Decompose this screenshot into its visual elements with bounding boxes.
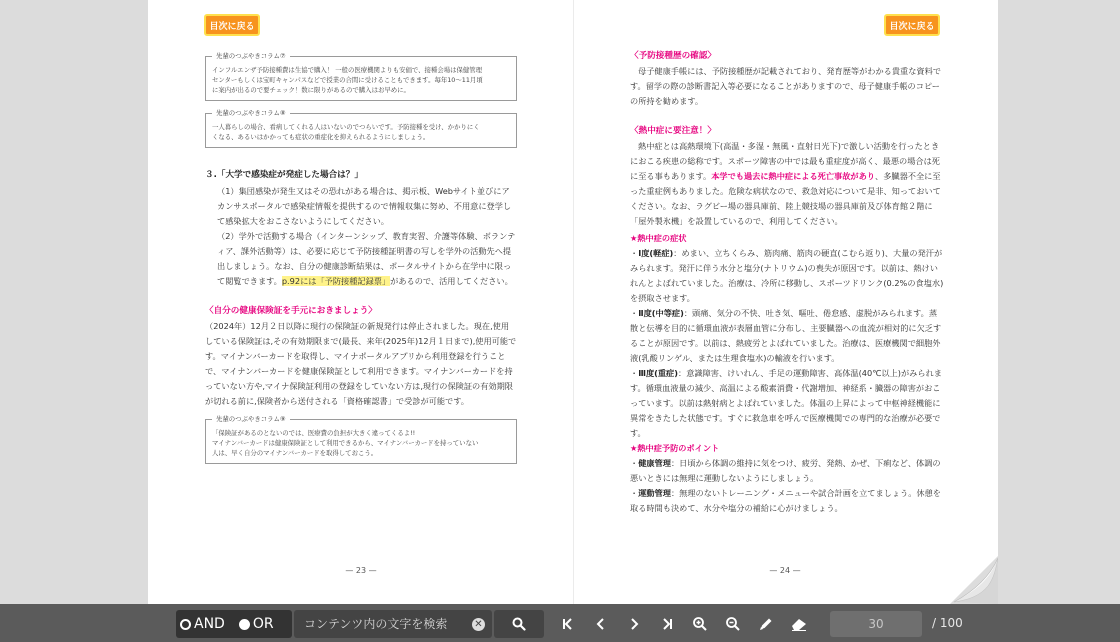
vaccine-heading: 〈予防接種歴の確認〉 [630,51,716,61]
insurance-paragraph: （2024年）12月２日以降に現行の保険証の新規発行は停止されました。現在,使用している保険証は,その有効期限まで(最長、来年(2025年)12月１日まで),使用可能です。マイナンバーカードを取得し、マイナポータルアプリから利用登録を行うことで、マイナンバーカードを健康保険証として利用できます。マイナンバーカードを持っていない方や,マイナ保険証利用の登録をしていない方は,現行の保険証の有効期限が切れる前に,保険者から送付される「資格確認書」で受診が可能です。 [205,321,517,406]
symptom-level-1: ・Ⅰ度(軽症)：めまい、立ちくらみ、筋肉痛、筋肉の硬直(こむら返り)、大量の発汗がみられます。発汗に伴う水分と塩分(ナトリウム)の喪失が原因です。以前は、熱けいれんとよばれていました。治療は、冷所に移動し、スポーツドリンク(0.2%の食塩水)を摂取させます。 [630,248,944,303]
symptom-label: Ⅲ度(重症) [638,368,678,378]
next-page-icon [626,616,642,632]
senior-column-7 [205,52,517,101]
last-page-button[interactable] [655,612,679,636]
search-box [294,610,492,638]
highlighted-text: p.92には「予防接種記録票」 [281,276,391,286]
next-page-button[interactable] [622,612,646,636]
symptoms-heading: ★熱中症の症状 [630,233,687,243]
zoom-out-button[interactable] [721,612,745,636]
section-item-1: （1）集団感染が発生又はその恐れがある場合は、掲示板、Webサイト並びにアカンサスポータルで感染症情報を提供するので情報収集に努め、不用意に登学して感染拡大をおこさないようにしてください。 [217,186,512,226]
right-page-content [630,44,944,516]
zoom-in-icon [692,616,708,632]
and-label: AND [194,616,225,632]
column-title: 先輩のつぶやきコラム⑦ [212,51,290,61]
senior-column-9 [205,415,517,464]
symptom-label: Ⅱ度(中等症) [638,308,684,318]
last-page-icon [659,616,675,632]
para-text: 熱中症とは高熱環境下(高温・多湿・無風・直射日光下)で激しい活動を行ったときにおこる疾患の総称です。スポーツ障害の中では最も重症度が高く、最悪の場合は死に至る事もあります。 [630,141,940,181]
symptom-text: ：めまい、立ちくらみ、筋肉痛、筋肉の硬直(こむら返り)、大量の発汗がみられます。発汗に伴う水分と塩分(ナトリウム)の喪失が原因です。以前は、熱けいれんとよばれていました。治療は、冷所に移動し、スポーツドリンク(0.2%の食塩水)を摂取させます。 [630,248,944,303]
eraser-button[interactable] [787,612,811,636]
search-input[interactable] [302,616,466,632]
column-text: 「保険証があるのとないのでは、医療費の負担が大きく違ってくるよ!! マイナンバーカードは健康保険証として利用できるから、マイナンバーカードを持っていない 人は、早く自分のマイナンバーカードを取得しておこう。 [212,429,479,457]
first-page-icon [560,616,576,632]
symptom-label: Ⅰ度(軽症) [638,248,674,258]
radio-off-icon [180,619,191,630]
radio-on-icon [239,619,250,630]
page-curl-icon[interactable] [950,556,998,604]
section-heading: ３.「大学で感染症が発症した場合は？」 [205,170,363,180]
search-mode-toggle [176,610,292,638]
zoom-in-button[interactable] [688,612,712,636]
vaccine-paragraph: 母子健康手帳には、予防接種歴が記載されており、発育歴等がわかる貴重な資料です。留学の際の診断書記入等必要になることがありますので、母子健康手帳のコピーの所持を勧めます。 [630,66,941,106]
prev-page-icon [593,616,609,632]
search-icon [512,617,526,631]
page-number-input[interactable]: 30 [830,611,922,637]
prevention-heading: ★熱中症予防のポイント [630,443,720,453]
item-tail: があるので、活用してください。 [390,276,513,286]
and-radio[interactable] [180,616,225,632]
pen-button[interactable] [754,612,778,636]
emphasis-text: 本学でも過去に熱中症による死亡事故があり [711,171,875,181]
clear-search-icon[interactable]: ✕ [472,618,485,631]
prevention-health: ・健康管理：日頃から体調の維持に気をつけ、疲労、発熱、かぜ、下痢など、体調の悪いときには無理に運動しないようにしましょう。 [630,458,941,483]
prevention-label: 健康管理 [638,458,671,468]
prev-page-button[interactable] [589,612,613,636]
back-to-toc-button[interactable]: 目次に戻る [204,14,260,36]
left-page-content [205,44,517,464]
column-title: 先輩のつぶやきコラム⑨ [212,414,290,424]
senior-column-8 [205,109,517,148]
zoom-out-icon [725,616,741,632]
page-number: — 23 — [345,566,377,575]
total-pages: / 100 [932,616,963,630]
symptom-level-3: ・Ⅲ度(重症)：意識障害、けいれん、手足の運動障害、高体温(40℃以上)がみられます。循環血液量の減少、高温による酸素消費・代謝増加、神経系・臓器の障害がおこっています。以前は熱射病とよばれていました。体温の上昇によって中枢神経機能に異常をきたした状態です。すぐに救急車を呼んで医療機関での専門的な治療が必要です。 [630,368,942,438]
symptom-text: ：頭痛、気分の不快、吐き気、嘔吐、倦怠感、虚脱がみられます。蒸散と伝導を目的に循環血液が表層血管に分布し、主要臓器への血流が相対的に欠乏することが原因です。以前は、熱疲労とよばれていました。治療は、医療機関で細胞外液(乳酸リンゲル、または生理食塩水)の輸液を行います。 [630,308,942,363]
symptom-text: ：意識障害、けいれん、手足の運動障害、高体温(40℃以上)がみられます。循環血液量の減少、高温による酸素消費・代謝増加、神経系・臓器の障害がおこっています。以前は熱射病とよばれていました。体温の上昇によって中枢神経機能に異常をきたした状態です。すぐに救急車を呼んで医療機関での専門的な治療が必要です。 [630,368,942,438]
para-text: 、多臓器不全に至った重症例もありました。危険な病状なので、救急対応について是非、知っておいてください。なお、ラグビー場の器具庫前、陸上競技場の器具庫前及び体育館２階に「屋外製氷機」を設置しているので、利用してください。 [630,171,941,226]
column-text: インフルエンザ予防接種費は生協で購入！ 一般の医療機関よりも安価で、接種会場は保健管理 センターもしくは宝町キャンパスなどで授業の合間に受けることもできます。毎年10～11月頃 に案内が出るので要チェック！数に限りがあるので購入はお早めに。 [212,66,483,94]
insurance-heading: 〈自分の健康保険証を手元におきましょう〉 [205,306,377,316]
prevention-label: 運動管理 [638,488,671,498]
symptom-level-2: ・Ⅱ度(中等症)：頭痛、気分の不快、吐き気、嘔吐、倦怠感、虚脱がみられます。蒸散と伝導を目的に循環血液が表層血管に分布し、主要臓器への血流が相対的に欠乏することが原因です。以前は、熱疲労とよばれていました。治療は、医療機関で細胞外液(乳酸リンゲル、または生理食塩水)の輸液を行います。 [630,308,942,363]
eraser-icon [790,616,808,632]
page-number: — 24 — [769,566,801,575]
prevention-exercise: ・運動管理：無理のないトレーニング・メニューや試合計画を立てましょう。休憩を取る時間も決めて、水分や塩分の補給に心がけましょう。 [630,488,941,513]
first-page-button[interactable] [556,612,580,636]
left-page [148,0,574,604]
column-title: 先輩のつぶやきコラム⑧ [212,108,290,118]
prevention-text: ：無理のないトレーニング・メニューや試合計画を立てましょう。休憩を取る時間も決めて、水分や塩分の補給に心がけましょう。 [630,488,941,513]
heatstroke-heading: 〈熱中症に要注意！〉 [630,126,716,136]
or-label: OR [252,616,274,632]
section-item-2 [205,229,517,289]
item-text: （2）学外で活動する場合（インターンシップ、教育実習、介護等体験、ボランティア、課外活動等）は、必要に応じて予防接種証明書の写しを学外の活動先へ提出しましょう。なお、自分の健康診断結果は、ポータルサイトから在学中に限って閲覧できます。 [217,231,516,286]
prevention-text: ：日頃から体調の維持に気をつけ、疲労、発熱、かぜ、下痢など、体調の悪いときには無理に運動しないようにしましょう。 [630,458,941,483]
heatstroke-paragraph [630,139,944,229]
search-button[interactable] [494,610,544,638]
back-to-toc-button[interactable]: 目次に戻る [884,14,940,36]
right-page [574,0,998,604]
pen-icon [758,616,774,632]
or-radio[interactable] [239,616,274,632]
column-text: 一人暮らしの場合、看病してくれる人はいないのでつらいです。予防接種を受け、かかりにく くなる、あるいはかかっても症状の重症化を抑えられるようにしましょう。 [212,123,480,141]
